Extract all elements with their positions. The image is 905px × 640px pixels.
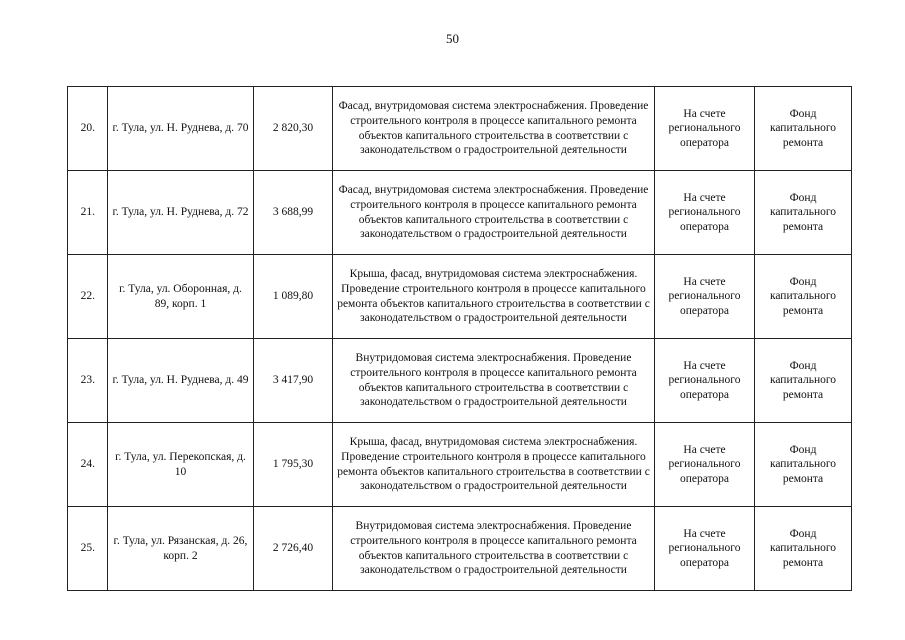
area-cell: 1 089,80 (254, 255, 333, 339)
fund-cell: Фонд капитального ремонта (755, 339, 852, 423)
row-number: 22. (68, 255, 108, 339)
table-row (68, 171, 852, 255)
account-cell: На счете регионального оператора (655, 423, 755, 507)
works-cell: Фасад, внутридомовая система электроснабжения. Проведение строительного контроля в процессе капитального ремонта объектов капитального строительства в соответствии с законодательством о градостроительной деятельности (333, 171, 655, 255)
address-cell: г. Тула, ул. Рязанская, д. 26, корп. 2 (108, 507, 254, 591)
works-cell: Фасад, внутридомовая система электроснабжения. Проведение строительного контроля в процессе капитального ремонта объектов капитального строительства в соответствии с законодательством о градостроительной деятельности (333, 87, 655, 171)
row-number: 20. (68, 87, 108, 171)
table-row (68, 255, 852, 339)
repair-works-table (67, 86, 852, 591)
works-cell: Внутридомовая система электроснабжения. Проведение строительного контроля в процессе капитального ремонта объектов капитального строительства в соответствии с законодательством о градостроительной деятельности (333, 507, 655, 591)
area-cell: 3 688,99 (254, 171, 333, 255)
account-cell: На счете регионального оператора (655, 87, 755, 171)
fund-cell: Фонд капитального ремонта (755, 255, 852, 339)
address-cell: г. Тула, ул. Н. Руднева, д. 49 (108, 339, 254, 423)
account-cell: На счете регионального оператора (655, 507, 755, 591)
area-cell: 3 417,90 (254, 339, 333, 423)
fund-cell: Фонд капитального ремонта (755, 171, 852, 255)
row-number: 21. (68, 171, 108, 255)
address-cell: г. Тула, ул. Перекопская, д. 10 (108, 423, 254, 507)
page-number: 50 (446, 31, 459, 46)
fund-cell: Фонд капитального ремонта (755, 87, 852, 171)
area-cell: 2 820,30 (254, 87, 333, 171)
table-row (68, 507, 852, 591)
area-cell: 1 795,30 (254, 423, 333, 507)
table-row (68, 423, 852, 507)
fund-cell: Фонд капитального ремонта (755, 507, 852, 591)
account-cell: На счете регионального оператора (655, 171, 755, 255)
address-cell: г. Тула, ул. Оборонная, д. 89, корп. 1 (108, 255, 254, 339)
works-cell: Внутридомовая система электроснабжения. Проведение строительного контроля в процессе капитального ремонта объектов капитального строительства в соответствии с законодательством о градостроительной деятельности (333, 339, 655, 423)
address-cell: г. Тула, ул. Н. Руднева, д. 70 (108, 87, 254, 171)
table-row (68, 339, 852, 423)
works-cell: Крыша, фасад, внутридомовая система электроснабжения. Проведение строительного контроля в процессе капитального ремонта объектов капитального строительства в соответствии с законодательством о градостроительной деятельности (333, 255, 655, 339)
row-number: 24. (68, 423, 108, 507)
address-cell: г. Тула, ул. Н. Руднева, д. 72 (108, 171, 254, 255)
account-cell: На счете регионального оператора (655, 255, 755, 339)
account-cell: На счете регионального оператора (655, 339, 755, 423)
row-number: 23. (68, 339, 108, 423)
table-row (68, 87, 852, 171)
row-number: 25. (68, 507, 108, 591)
fund-cell: Фонд капитального ремонта (755, 423, 852, 507)
area-cell: 2 726,40 (254, 507, 333, 591)
works-cell: Крыша, фасад, внутридомовая система электроснабжения. Проведение строительного контроля в процессе капитального ремонта объектов капитального строительства в соответствии с законодательством о градостроительной деятельности (333, 423, 655, 507)
